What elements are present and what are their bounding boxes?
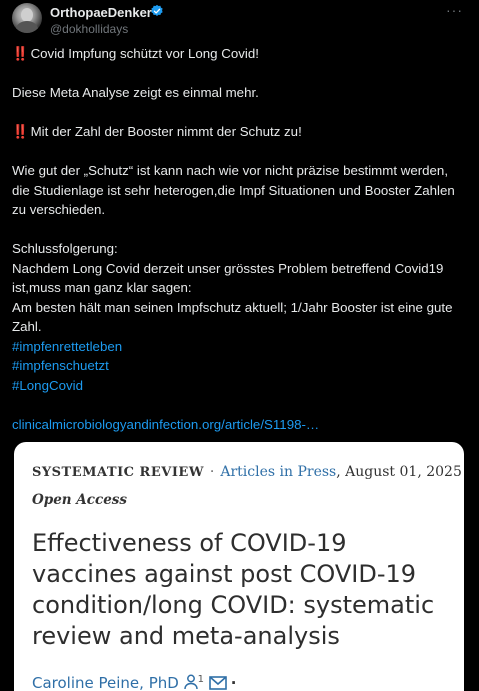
handle[interactable]: @dokhollidays (50, 22, 129, 36)
journal-section-link[interactable]: Articles in Press (220, 464, 337, 480)
avatar[interactable] (12, 3, 42, 33)
double-exclamation-icon: ‼️ (12, 46, 28, 61)
author-name-link[interactable]: Caroline Peine, PhD (32, 674, 179, 691)
hashtag-link[interactable]: #LongCovid (12, 377, 83, 393)
link-preview-card[interactable] (14, 442, 464, 691)
author-row (32, 674, 236, 691)
tweet-para-4: Wie gut der „Schutz“ ist kann nach wie vor nicht präzise bestimmt werden, die Studienlage ist sehr heterogen,die Impf Situationen und Booster Zahlen zu verschieden. (12, 163, 459, 217)
tweet-text (12, 44, 468, 434)
open-access-label: Open Access (32, 492, 128, 508)
affiliation-number: 1 (197, 674, 204, 685)
article-type: SYSTEMATIC REVIEW (32, 465, 204, 480)
email-icon[interactable] (209, 676, 227, 690)
article-date-separator: , (336, 464, 346, 480)
hashtag-link[interactable]: #impfenrettetleben (12, 338, 123, 354)
article-url-link[interactable]: clinicalmicrobiologyandinfection.org/article/S1198-… (12, 416, 320, 432)
tweet-line-2: Diese Meta Analyse zeigt es einmal mehr. (12, 85, 259, 100)
article-date: August 01, 2025 (345, 464, 462, 480)
article-meta (32, 464, 462, 480)
author-separator: · (230, 674, 237, 691)
meta-separator: · (209, 464, 215, 480)
tweet-line-1-text: Covid Impfung schützt vor Long Covid! (30, 46, 259, 61)
verified-badge-icon (150, 4, 164, 18)
avatar-head (21, 8, 33, 22)
tweet-para-5: Schlussfolgerung: Nachdem Long Covid derzeit unser grösstes Problem betreffend Covid19 ist,muss man ganz klar sagen: Am besten hält man seinen Impfschutz aktuell; 1/Jahr Booster ist eine gute Zahl. (12, 241, 453, 334)
article-title[interactable]: Effectiveness of COVID-19 vaccines against post COVID-19 condition/long COVID: systematic review and meta-analysis (32, 529, 435, 650)
display-name[interactable]: OrthopaeDenker (50, 5, 152, 20)
double-exclamation-icon: ‼️ (12, 124, 28, 139)
person-icon[interactable] (184, 674, 198, 690)
tweet-line-1 (12, 44, 468, 64)
more-options-icon[interactable]: ··· (446, 2, 463, 18)
tweet-line-3-text: Mit der Zahl der Booster nimmt der Schutz zu! (30, 124, 302, 139)
avatar-body (16, 21, 38, 33)
tweet-line-3 (12, 122, 468, 142)
hashtag-link[interactable]: #impfenschuetzt (12, 358, 109, 373)
